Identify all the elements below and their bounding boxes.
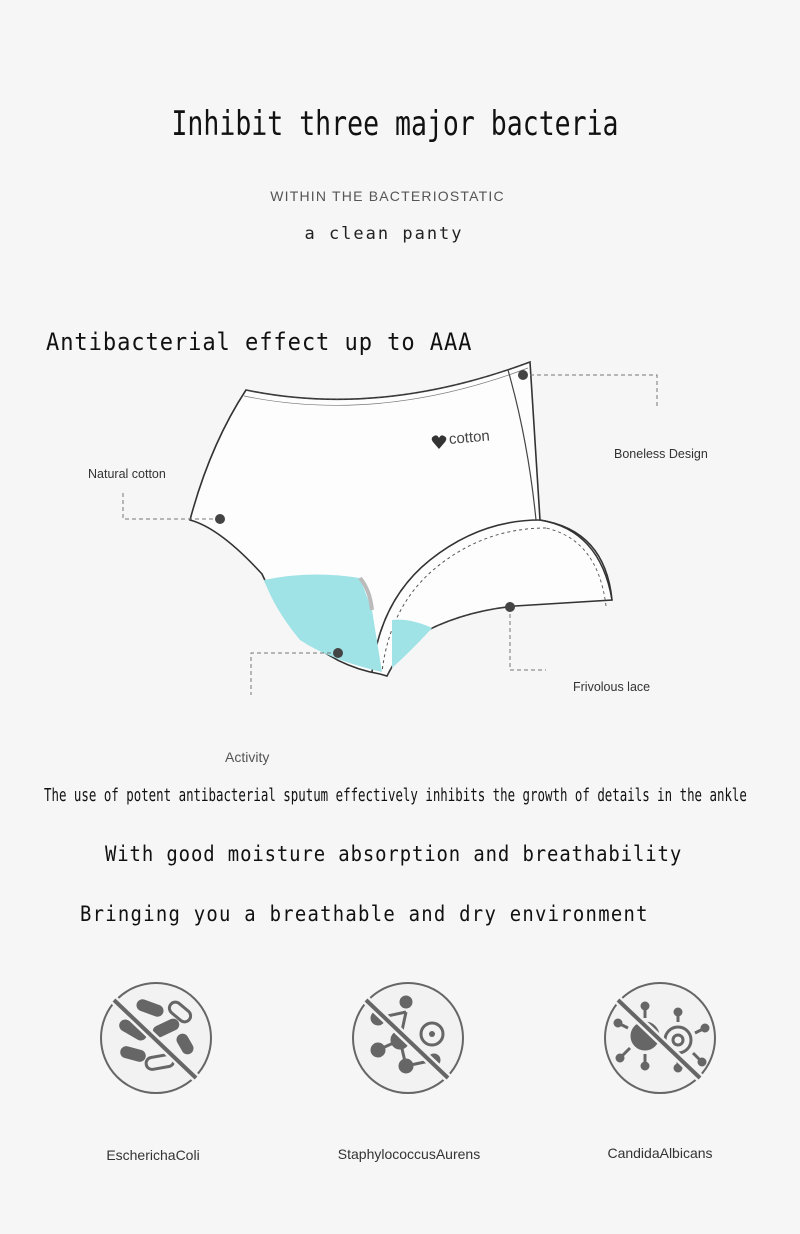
label-boneless-design: Boneless Design	[614, 447, 708, 461]
description-line-1: The use of potent antibacterial sputum effectively inhibits the growth of details in the ankle	[44, 785, 747, 806]
description-line-3: Bringing you a breathable and dry environment	[80, 902, 649, 926]
cocci-bacteria-icon	[348, 978, 468, 1098]
tagline: a clean panty	[304, 224, 464, 244]
subtitle: WITHIN THE BACTERIOSTATIC	[270, 188, 505, 204]
virus-bacteria-icon	[600, 978, 720, 1098]
cotton-logo-text: cotton	[448, 427, 491, 448]
bacteria-label-1: EscherichaColi	[106, 1147, 200, 1163]
rod-bacteria-icon	[96, 978, 216, 1098]
description-line-2: With good moisture absorption and breathability	[105, 842, 683, 866]
label-natural-cotton: Natural cotton	[88, 467, 166, 481]
page-title: Inhibit three major bacteria	[171, 104, 619, 144]
bacteria-label-2: StaphylococcusAurens	[337, 1146, 481, 1162]
effect-heading: Antibacterial effect up to AAA	[46, 328, 473, 356]
label-frivolous-lace: Frivolous lace	[573, 680, 651, 694]
bacteria-label-3: CandidaAlbicans	[607, 1145, 713, 1161]
label-activity: Activity	[225, 749, 270, 765]
